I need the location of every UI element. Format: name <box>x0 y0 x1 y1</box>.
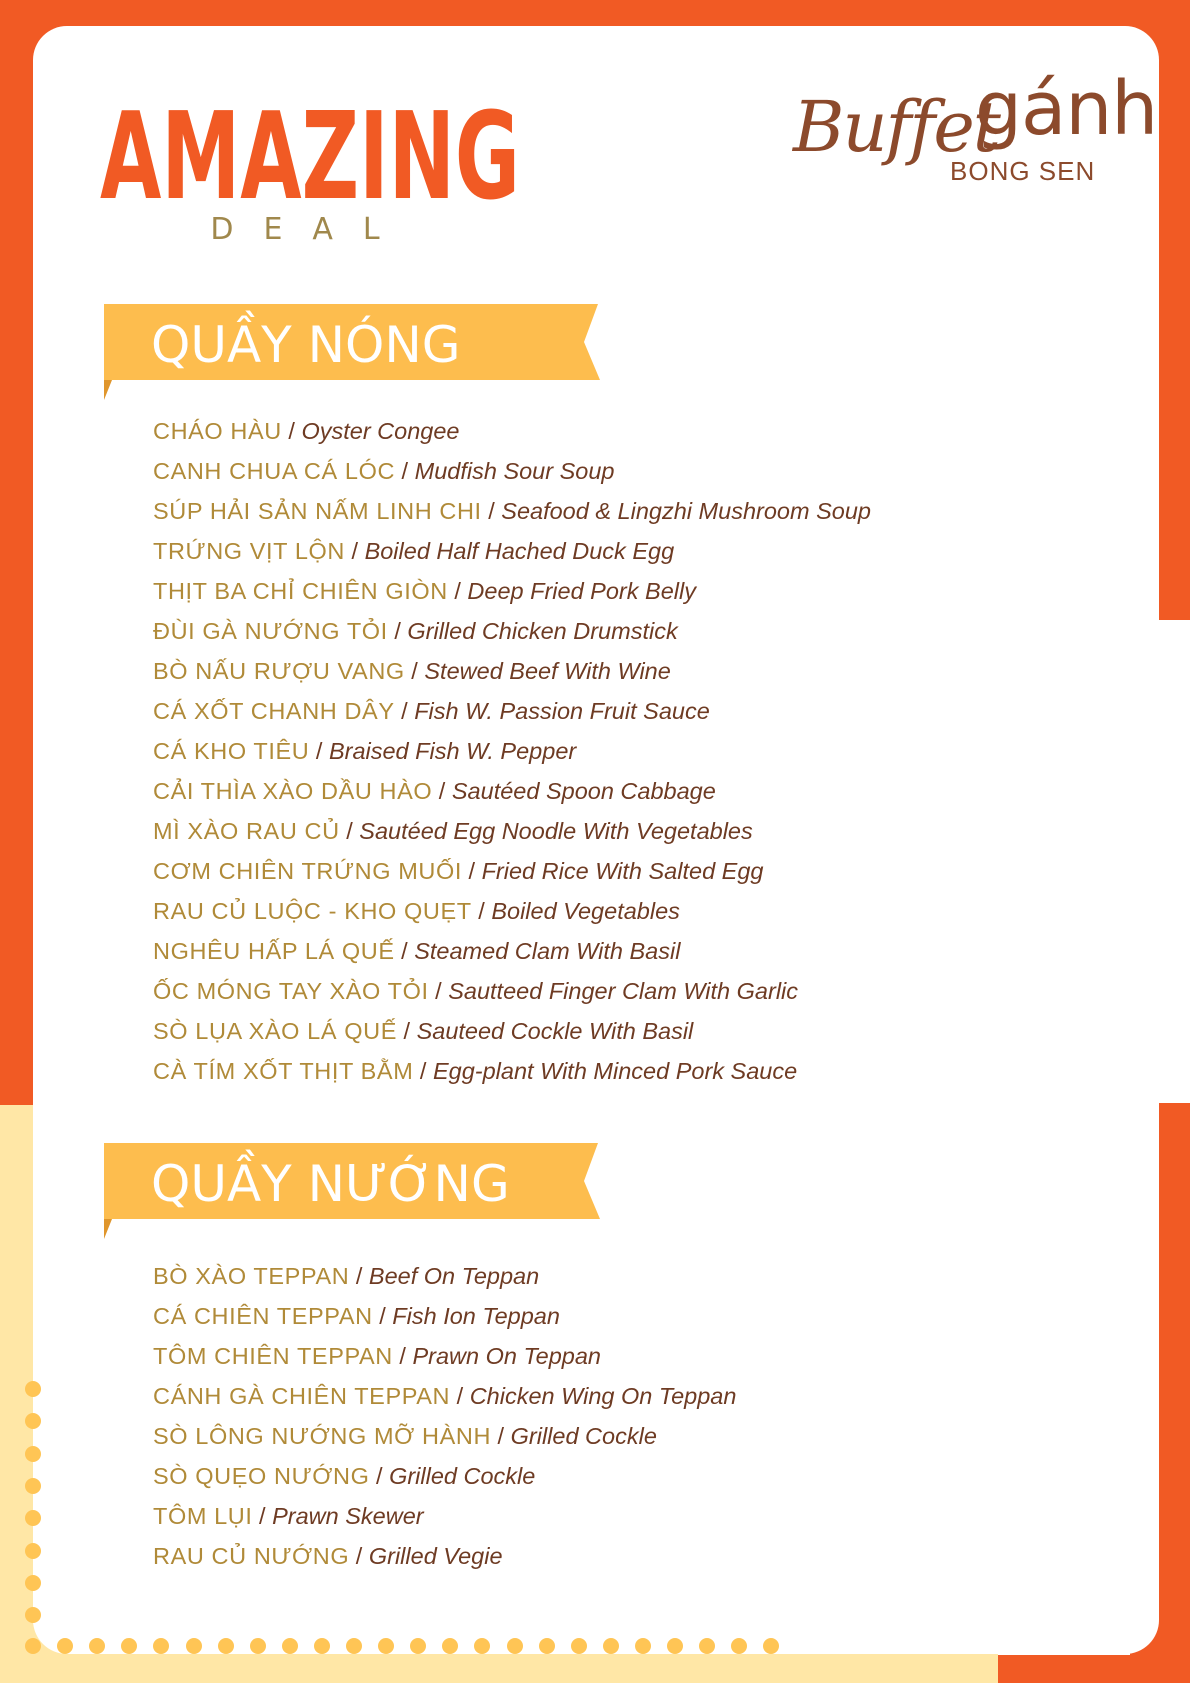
separator: / <box>450 1383 470 1409</box>
menu-item <box>153 1536 736 1576</box>
dish-name-en: Prawn On Teppan <box>412 1343 601 1369</box>
separator: / <box>349 1263 369 1289</box>
section-title: QUẦY NƯỚNG <box>151 1155 510 1213</box>
menu-item <box>153 731 871 771</box>
separator: / <box>339 818 360 844</box>
dish-name-en: Steamed Clam With Basil <box>414 938 681 964</box>
separator: / <box>369 1463 390 1489</box>
dish-name-en: Sautteed Finger Clam With Garlic <box>448 978 799 1004</box>
dish-name-en: Fish Ion Teppan <box>392 1303 560 1329</box>
decoration-dot <box>25 1381 41 1397</box>
dish-name-vi: CANH CHUA CÁ LÓC <box>153 458 396 484</box>
separator: / <box>281 418 302 444</box>
section-banner-hot <box>104 304 600 400</box>
decoration-dot <box>314 1638 330 1654</box>
buffet-ganh-logo <box>780 66 1158 196</box>
dish-name-en: Mudfish Sour Soup <box>414 458 615 484</box>
dish-name-en: Stewed Beef With Wine <box>424 658 671 684</box>
dish-name-vi: MÌ XÀO RAU CỦ <box>153 818 340 844</box>
menu-item <box>153 1336 736 1376</box>
dish-name-vi: CHÁO HÀU <box>153 418 282 444</box>
dish-name-vi: TRỨNG VỊT LỘN <box>153 538 345 564</box>
dish-name-vi: THỊT BA CHỈ CHIÊN GIÒN <box>153 578 448 604</box>
decoration-dot <box>250 1638 266 1654</box>
menu-item <box>153 411 871 451</box>
separator: / <box>349 1543 369 1569</box>
separator: / <box>394 938 415 964</box>
menu-item <box>153 1496 736 1536</box>
dish-name-vi: ỐC MÓNG TAY XÀO TỎI <box>153 978 429 1004</box>
dish-name-vi: CÁ CHIÊN TEPPAN <box>153 1303 373 1329</box>
logo-script: Buffet <box>793 86 999 168</box>
menu-item <box>153 1051 871 1091</box>
dish-name-en: Sautéed Egg Noodle With Vegetables <box>359 818 753 844</box>
dish-name-en: Oyster Congee <box>301 418 460 444</box>
decoration-dot <box>25 1446 41 1462</box>
menu-item <box>153 891 871 931</box>
dish-name-en: Fish W. Passion Fruit Sauce <box>414 698 710 724</box>
promo-title: AMAZING <box>100 100 520 210</box>
separator: / <box>394 698 415 724</box>
decoration-dot <box>378 1638 394 1654</box>
separator: / <box>392 1343 413 1369</box>
menu-item <box>153 811 871 851</box>
dish-name-vi: ĐÙI GÀ NƯỚNG TỎI <box>153 618 388 644</box>
menu-item <box>153 771 871 811</box>
menu-item <box>153 691 871 731</box>
dish-name-vi: CẢI THÌA XÀO DẦU HÀO <box>153 778 433 804</box>
menu-item <box>153 571 871 611</box>
dish-name-en: Chicken Wing On Teppan <box>469 1383 737 1409</box>
dish-name-en: Prawn Skewer <box>272 1503 424 1529</box>
decoration-dot <box>507 1638 523 1654</box>
dish-name-en: Grilled Vegie <box>368 1543 503 1569</box>
dish-name-en: Grilled Chicken Drumstick <box>407 618 678 644</box>
dish-name-en: Beef On Teppan <box>368 1263 540 1289</box>
decoration-dot <box>25 1607 41 1623</box>
separator: / <box>396 1018 417 1044</box>
dish-name-vi: BÒ NẤU RƯỢU VANG <box>153 658 405 684</box>
separator: / <box>344 538 365 564</box>
decoration-dot <box>571 1638 587 1654</box>
dish-name-en: Boiled Half Hached Duck Egg <box>364 538 675 564</box>
promo-subtitle: DEAL <box>210 212 410 247</box>
dish-name-vi: CÁNH GÀ CHIÊN TEPPAN <box>153 1383 451 1409</box>
dish-name-vi: SÒ LÔNG NƯỚNG MỠ HÀNH <box>153 1423 492 1449</box>
dish-name-vi: CÀ TÍM XỐT THỊT BẰM <box>153 1058 414 1084</box>
separator: / <box>387 618 408 644</box>
decoration-dot <box>699 1638 715 1654</box>
dish-name-en: Grilled Cockle <box>389 1463 536 1489</box>
decoration-dot <box>346 1638 362 1654</box>
dish-name-vi: TÔM LỤI <box>153 1503 253 1529</box>
menu-list-grill <box>153 1256 736 1576</box>
decoration-dot <box>186 1638 202 1654</box>
decoration-dot <box>25 1575 41 1591</box>
dish-name-vi: BÒ XÀO TEPPAN <box>153 1263 350 1289</box>
separator: / <box>471 898 492 924</box>
dish-name-vi: RAU CỦ LUỘC - KHO QUẸT <box>153 898 472 924</box>
separator: / <box>491 1423 511 1449</box>
separator: / <box>309 738 329 764</box>
logo-word: gánh <box>975 66 1158 152</box>
separator: / <box>428 978 449 1004</box>
menu-item <box>153 1456 736 1496</box>
separator: / <box>481 498 502 524</box>
menu-item <box>153 531 871 571</box>
menu-item <box>153 611 871 651</box>
section-title: QUẦY NÓNG <box>151 316 461 374</box>
dish-name-en: Seafood & Lingzhi Mushroom Soup <box>501 498 871 524</box>
dish-name-en: Sauteed Cockle With Basil <box>416 1018 694 1044</box>
menu-list-hot <box>153 411 871 1091</box>
menu-item <box>153 451 871 491</box>
menu-item <box>153 1256 736 1296</box>
menu-item <box>153 1416 736 1456</box>
dish-name-vi: SÒ QUẸO NƯỚNG <box>153 1463 370 1489</box>
dish-name-vi: RAU CỦ NƯỚNG <box>153 1543 350 1569</box>
dish-name-en: Braised Fish W. Pepper <box>328 738 577 764</box>
dish-name-en: Egg-plant With Minced Pork Sauce <box>432 1058 798 1084</box>
dish-name-en: Sautéed Spoon Cabbage <box>451 778 716 804</box>
menu-item <box>153 851 871 891</box>
dish-name-en: Deep Fried Pork Belly <box>467 578 696 604</box>
dish-name-vi: TÔM CHIÊN TEPPAN <box>153 1343 393 1369</box>
dish-name-en: Fried Rice With Salted Egg <box>481 858 764 884</box>
decoration-dot <box>218 1638 234 1654</box>
decoration-dot <box>539 1638 555 1654</box>
menu-item <box>153 1011 871 1051</box>
decoration-dot <box>635 1638 651 1654</box>
dish-name-vi: SÒ LỤA XÀO LÁ QUẾ <box>153 1018 397 1044</box>
dish-name-en: Boiled Vegetables <box>491 898 680 924</box>
decoration-dot <box>25 1638 41 1654</box>
dish-name-en: Grilled Cockle <box>510 1423 657 1449</box>
dish-name-vi: SÚP HẢI SẢN NẤM LINH CHI <box>153 498 482 524</box>
dish-name-vi: NGHÊU HẤP LÁ QUẾ <box>153 938 395 964</box>
decoration-dot <box>282 1638 298 1654</box>
separator: / <box>395 458 415 484</box>
menu-item <box>153 971 871 1011</box>
separator: / <box>413 1058 433 1084</box>
separator: / <box>432 778 452 804</box>
decoration-dot <box>667 1638 683 1654</box>
logo-sub: BONG SEN <box>950 156 1096 186</box>
decoration-dot <box>25 1478 41 1494</box>
dish-name-vi: CÁ XỐT CHANH DÂY <box>153 698 395 724</box>
dish-name-vi: CƠM CHIÊN TRỨNG MUỐI <box>153 858 462 884</box>
menu-item <box>153 491 871 531</box>
separator: / <box>372 1303 393 1329</box>
dish-name-vi: CÁ KHO TIÊU <box>153 738 310 764</box>
decoration-dot <box>603 1638 619 1654</box>
decoration-dot <box>25 1543 41 1559</box>
separator: / <box>404 658 425 684</box>
menu-item <box>153 651 871 691</box>
separator: / <box>447 578 468 604</box>
section-banner-grill <box>104 1143 600 1239</box>
menu-item <box>153 1376 736 1416</box>
amazing-deal-logo <box>100 100 530 210</box>
separator: / <box>252 1503 273 1529</box>
menu-item <box>153 1296 736 1336</box>
separator: / <box>461 858 482 884</box>
menu-item <box>153 931 871 971</box>
decoration-dot <box>57 1638 73 1654</box>
